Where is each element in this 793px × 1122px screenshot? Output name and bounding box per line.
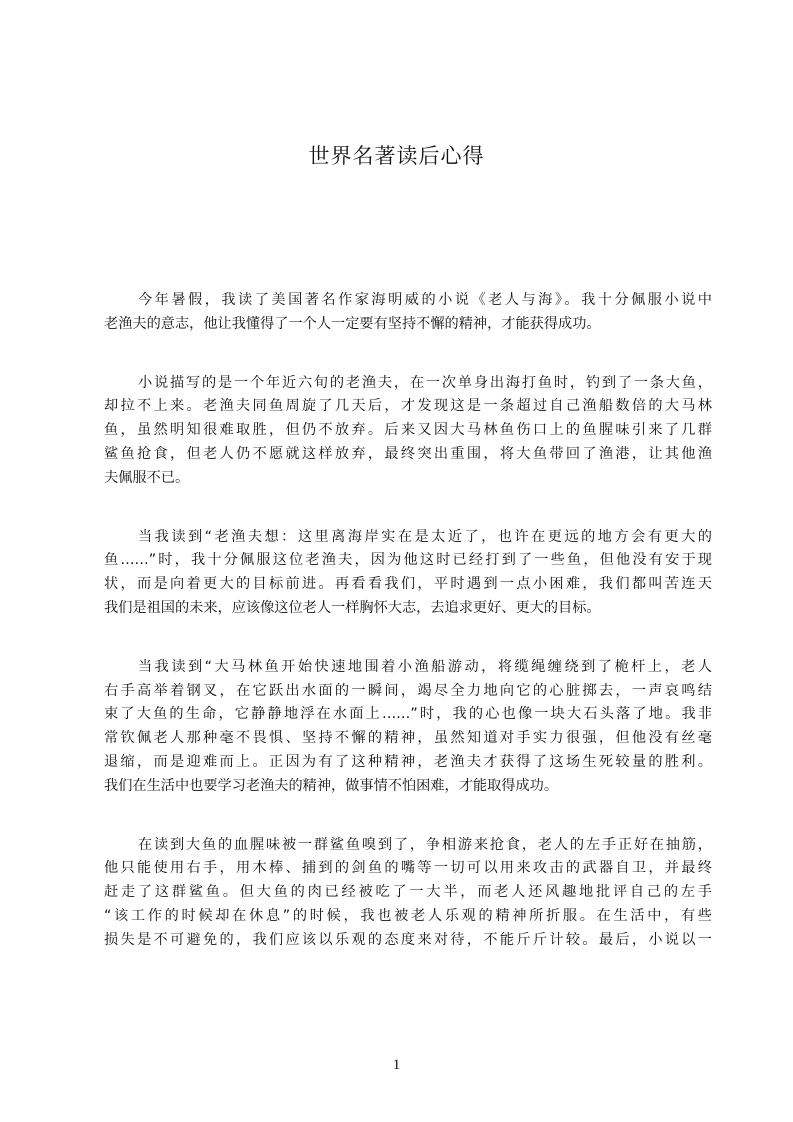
- text-line: 鲨鱼抢食，但老人仍不愿就这样放弃，最终突出重围，将大鱼带回了渔港，让其他渔: [104, 445, 712, 462]
- text-line: 我们在生活中也要学习老渔夫的精神，做事情不怕困难，才能取得成功。: [104, 777, 559, 794]
- text-line: 他只能使用右手，用木棒、捕到的剑鱼的嘴等一切可以用来攻击的武器自卫，并最终: [104, 860, 712, 877]
- text-line: 夫佩服不已。: [104, 469, 190, 486]
- text-line: 老渔夫的意志，他让我懂得了一个人一定要有坚持不懈的精神，才能获得成功。: [104, 315, 601, 332]
- text-line: 鱼，虽然明知很难取胜，但仍不放弃。后来又因大马林鱼伤口上的鱼腥味引来了几群: [104, 422, 712, 439]
- text-line: 鱼……”时，我十分佩服这位老渔夫，因为他这时已经打到了一些鱼，但他没有安于现: [104, 552, 712, 569]
- text-line: 在读到大鱼的血腥味被一群鲨鱼嗅到了，争相游来抢食，老人的左手正好在抽筋，: [138, 836, 712, 853]
- text-line: 却拉不上来。老渔夫同鱼周旋了几天后，才发现这是一条超过自己渔船数倍的大马林: [104, 398, 712, 415]
- paragraph: [104, 526, 712, 621]
- page-number: 1: [392, 1057, 401, 1073]
- text-line: 损失是不可避免的，我们应该以乐观的态度来对待，不能斤斤计较。最后，小说以一: [104, 931, 712, 948]
- text-line: 当我读到“大马林鱼开始快速地围着小渔船游动，将缆绳缠绕到了桅杆上，老人: [138, 658, 712, 675]
- text-line: 我们是祖国的未来，应该像这位老人一样胸怀大志，去追求更好、更大的目标。: [104, 599, 601, 616]
- document-body: [104, 289, 712, 988]
- text-line: 常钦佩老人那种毫不畏惧、坚持不懈的精神，虽然知道对手实力很强，但他没有丝毫: [104, 730, 712, 747]
- text-line: 小说描写的是一个年近六旬的老渔夫，在一次单身出海打鱼时，钓到了一条大鱼，: [138, 374, 712, 391]
- paragraph: [104, 834, 712, 953]
- paragraph: [104, 656, 712, 799]
- paragraph: [104, 289, 712, 337]
- text-line: 今年暑假，我读了美国著名作家海明威的小说《老人与海》。我十分佩服小说中: [138, 292, 712, 308]
- text-line: 状，而是向着更大的目标前进。再看看我们，平时遇到一点小困难，我们都叫苦连天: [104, 576, 712, 593]
- text-line: 束了大鱼的生命，它静静地浮在水面上……”时，我的心也像一块大石头落了地。我非: [104, 706, 712, 723]
- text-line: 退缩，而是迎难而上。正因为有了这种精神，老渔夫才获得了这场生死较量的胜利。: [104, 753, 712, 770]
- text-line: 当我读到“老渔夫想：这里离海岸实在是太近了，也许在更远的地方会有更大的: [138, 528, 712, 545]
- paragraph: [104, 372, 712, 491]
- text-line: 右手高举着钢叉，在它跃出水面的一瞬间，竭尽全力地向它的心脏掷去，一声哀鸣结: [104, 682, 712, 699]
- document-title: 世界名著读后心得: [308, 144, 485, 168]
- text-line: “该工作的时候却在休息”的时候，我也被老人乐观的精神所折服。在生活中，有些: [104, 907, 712, 924]
- text-line: 赶走了这群鲨鱼。但大鱼的肉已经被吃了一大半，而老人还风趣地批评自己的左手: [104, 884, 712, 901]
